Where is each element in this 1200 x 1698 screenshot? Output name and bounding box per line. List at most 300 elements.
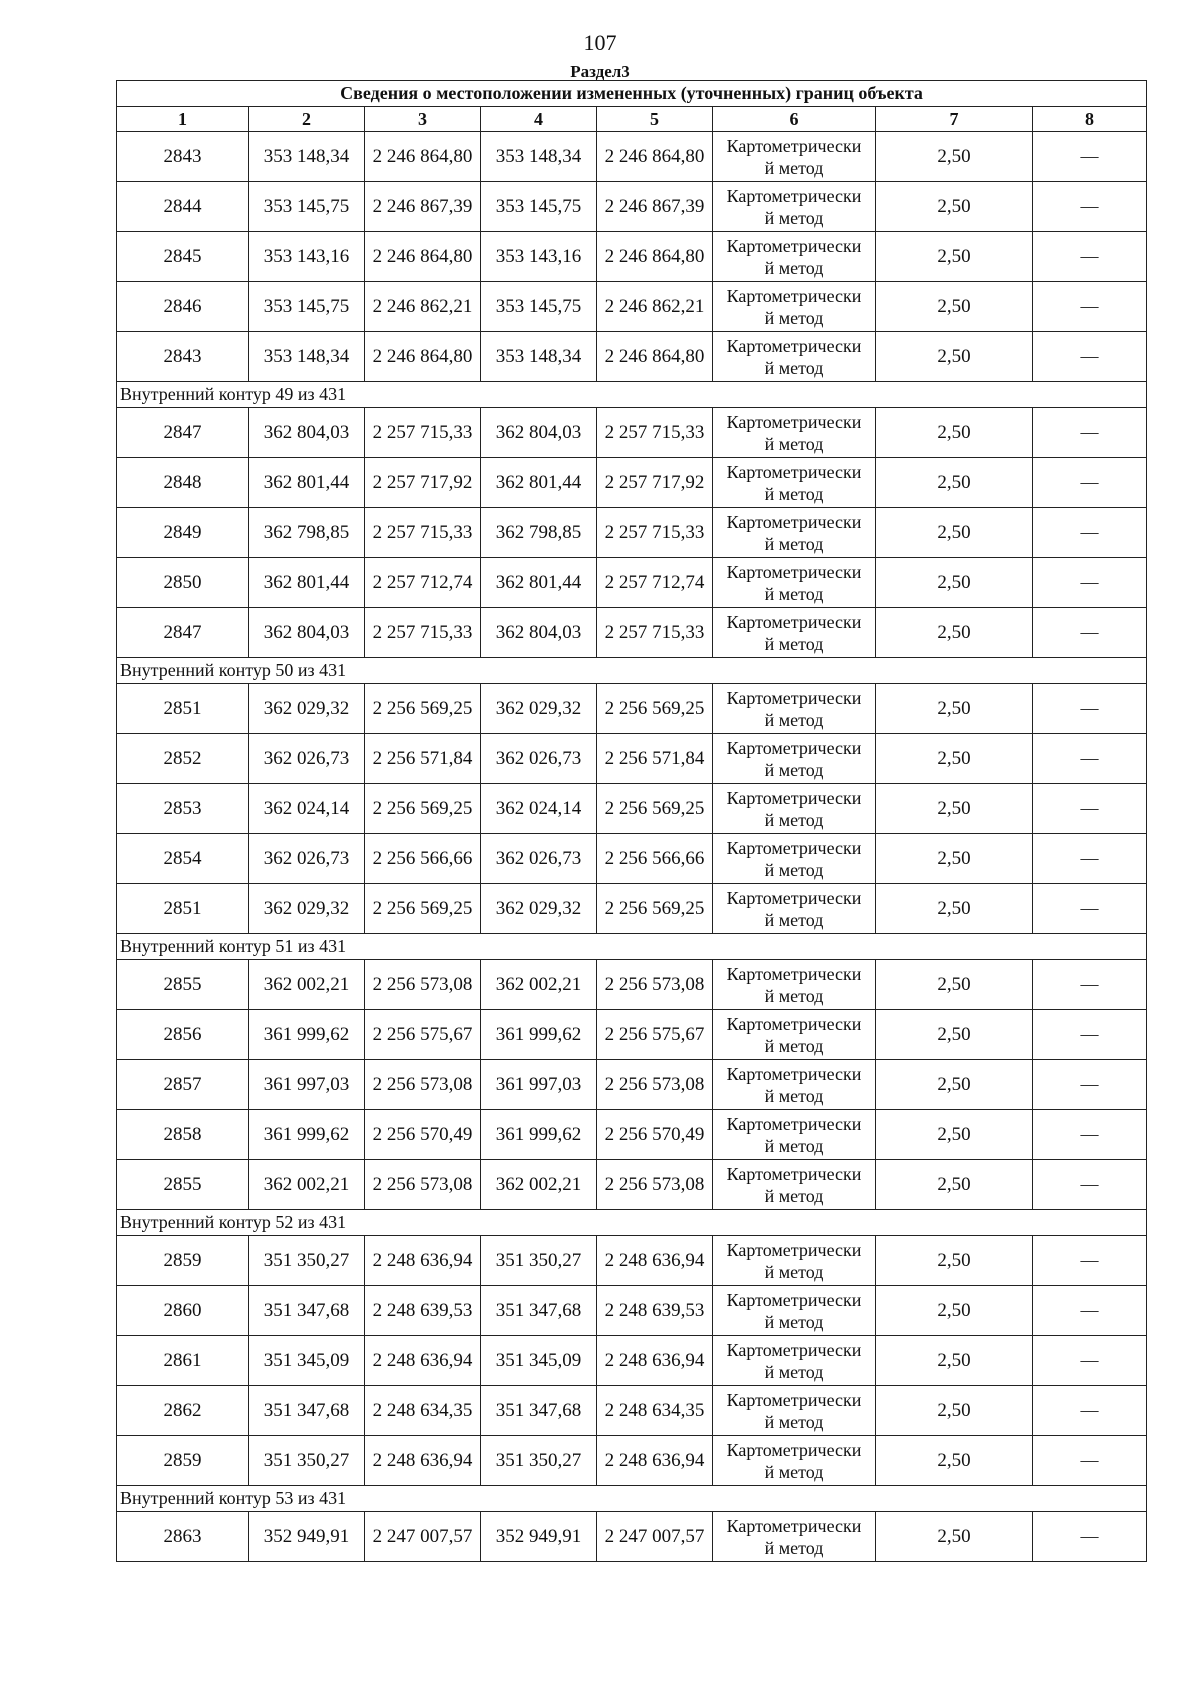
coord-y-new: 2 246 864,80 xyxy=(597,332,713,382)
table-caption: Сведения о местоположении измененных (уточненных) границ объекта xyxy=(117,81,1147,107)
method-line-1: Картометрически xyxy=(726,687,862,708)
method-line-2: й метод xyxy=(764,985,824,1006)
method-cell xyxy=(713,458,876,508)
table-row xyxy=(117,408,1147,458)
coord-y-existing: 2 256 569,25 xyxy=(365,684,481,734)
method-cell xyxy=(713,1236,876,1286)
table-row xyxy=(117,834,1147,884)
method-line-1: Картометрически xyxy=(726,1439,862,1460)
method-cell xyxy=(713,960,876,1010)
coordinates-table xyxy=(116,80,1147,1562)
method-line-1: Картометрически xyxy=(726,285,862,306)
coord-x-existing: 362 804,03 xyxy=(249,608,365,658)
method-cell xyxy=(713,1010,876,1060)
coord-y-existing: 2 257 712,74 xyxy=(365,558,481,608)
contour-label: Внутренний контур 51 из 431 xyxy=(117,934,1147,960)
coord-y-existing: 2 256 573,08 xyxy=(365,1160,481,1210)
coord-x-existing: 353 148,34 xyxy=(249,332,365,382)
method-line-1: Картометрически xyxy=(726,185,862,206)
coord-x-existing: 362 029,32 xyxy=(249,684,365,734)
point-number: 2845 xyxy=(117,232,249,282)
coord-x-existing: 353 148,34 xyxy=(249,132,365,182)
table-row xyxy=(117,684,1147,734)
method-line-2: й метод xyxy=(764,483,824,504)
point-number: 2847 xyxy=(117,408,249,458)
method-line-2: й метод xyxy=(764,1361,824,1382)
note-dash: — xyxy=(1033,132,1147,182)
coord-x-new: 362 026,73 xyxy=(481,834,597,884)
coord-x-new: 351 345,09 xyxy=(481,1336,597,1386)
coord-y-existing: 2 248 636,94 xyxy=(365,1436,481,1486)
table-row xyxy=(117,734,1147,784)
method-line-1: Картометрически xyxy=(726,1113,862,1134)
coord-x-new: 351 347,68 xyxy=(481,1286,597,1336)
point-number: 2846 xyxy=(117,282,249,332)
coord-y-existing: 2 248 636,94 xyxy=(365,1336,481,1386)
method-line-2: й метод xyxy=(764,257,824,278)
method-line-2: й метод xyxy=(764,1311,824,1332)
coord-y-new: 2 256 569,25 xyxy=(597,784,713,834)
method-line-2: й метод xyxy=(764,1035,824,1056)
coord-y-new: 2 248 634,35 xyxy=(597,1386,713,1436)
coord-y-new: 2 246 862,21 xyxy=(597,282,713,332)
accuracy-value: 2,50 xyxy=(876,1512,1033,1562)
coord-y-existing: 2 248 636,94 xyxy=(365,1236,481,1286)
coord-x-existing: 362 002,21 xyxy=(249,1160,365,1210)
note-dash: — xyxy=(1033,408,1147,458)
method-line-1: Картометрически xyxy=(726,1515,862,1536)
coord-y-existing: 2 257 715,33 xyxy=(365,408,481,458)
method-cell xyxy=(713,834,876,884)
accuracy-value: 2,50 xyxy=(876,408,1033,458)
method-line-2: й метод xyxy=(764,357,824,378)
note-dash: — xyxy=(1033,1386,1147,1436)
accuracy-value: 2,50 xyxy=(876,1436,1033,1486)
method-cell xyxy=(713,408,876,458)
method-line-2: й метод xyxy=(764,1411,824,1432)
method-cell xyxy=(713,508,876,558)
coord-y-new: 2 248 636,94 xyxy=(597,1436,713,1486)
page-number: 107 xyxy=(583,30,617,55)
coord-x-new: 352 949,91 xyxy=(481,1512,597,1562)
method-line-1: Картометрически xyxy=(726,335,862,356)
coord-y-new: 2 256 573,08 xyxy=(597,1060,713,1110)
method-line-2: й метод xyxy=(764,1461,824,1482)
method-cell xyxy=(713,684,876,734)
coord-y-existing: 2 256 573,08 xyxy=(365,960,481,1010)
table-row xyxy=(117,458,1147,508)
note-dash: — xyxy=(1033,558,1147,608)
accuracy-value: 2,50 xyxy=(876,1110,1033,1160)
method-line-1: Картометрически xyxy=(726,511,862,532)
accuracy-value: 2,50 xyxy=(876,182,1033,232)
coord-x-new: 362 798,85 xyxy=(481,508,597,558)
note-dash: — xyxy=(1033,332,1147,382)
note-dash: — xyxy=(1033,960,1147,1010)
contour-header-row xyxy=(117,658,1147,684)
table-row xyxy=(117,1236,1147,1286)
coord-x-existing: 362 029,32 xyxy=(249,884,365,934)
coord-x-new: 351 350,27 xyxy=(481,1236,597,1286)
accuracy-value: 2,50 xyxy=(876,508,1033,558)
method-cell xyxy=(713,182,876,232)
method-line-1: Картометрически xyxy=(726,963,862,984)
note-dash: — xyxy=(1033,1336,1147,1386)
coord-x-new: 361 999,62 xyxy=(481,1110,597,1160)
coord-x-existing: 361 997,03 xyxy=(249,1060,365,1110)
coord-x-new: 362 801,44 xyxy=(481,558,597,608)
note-dash: — xyxy=(1033,1060,1147,1110)
point-number: 2851 xyxy=(117,884,249,934)
coord-y-existing: 2 246 864,80 xyxy=(365,332,481,382)
point-number: 2863 xyxy=(117,1512,249,1562)
coord-x-existing: 351 347,68 xyxy=(249,1286,365,1336)
coord-y-existing: 2 256 569,25 xyxy=(365,884,481,934)
table-row xyxy=(117,784,1147,834)
method-line-2: й метод xyxy=(764,207,824,228)
coord-y-new: 2 248 636,94 xyxy=(597,1336,713,1386)
method-cell xyxy=(713,1336,876,1386)
accuracy-value: 2,50 xyxy=(876,1010,1033,1060)
coord-x-new: 362 804,03 xyxy=(481,408,597,458)
note-dash: — xyxy=(1033,232,1147,282)
column-number: 5 xyxy=(597,107,713,132)
coord-y-existing: 2 256 571,84 xyxy=(365,734,481,784)
coord-y-new: 2 246 867,39 xyxy=(597,182,713,232)
contour-header-row xyxy=(117,934,1147,960)
coord-y-new: 2 257 715,33 xyxy=(597,408,713,458)
method-line-2: й метод xyxy=(764,157,824,178)
method-cell xyxy=(713,1286,876,1336)
coord-x-new: 353 145,75 xyxy=(481,282,597,332)
method-line-2: й метод xyxy=(764,709,824,730)
note-dash: — xyxy=(1033,182,1147,232)
accuracy-value: 2,50 xyxy=(876,1160,1033,1210)
table-row xyxy=(117,132,1147,182)
coord-y-new: 2 256 575,67 xyxy=(597,1010,713,1060)
table-row xyxy=(117,1512,1147,1562)
table-row xyxy=(117,282,1147,332)
method-line-1: Картометрически xyxy=(726,1339,862,1360)
coord-y-existing: 2 246 867,39 xyxy=(365,182,481,232)
coord-x-existing: 353 145,75 xyxy=(249,182,365,232)
coord-y-existing: 2 248 634,35 xyxy=(365,1386,481,1436)
method-line-1: Картометрически xyxy=(726,1289,862,1310)
coord-x-existing: 362 801,44 xyxy=(249,558,365,608)
coord-y-new: 2 256 573,08 xyxy=(597,960,713,1010)
column-number: 1 xyxy=(117,107,249,132)
method-line-1: Картометрически xyxy=(726,1163,862,1184)
section-title: Раздел3 xyxy=(570,62,630,81)
table-row xyxy=(117,1160,1147,1210)
coord-x-existing: 362 002,21 xyxy=(249,960,365,1010)
table-row xyxy=(117,1060,1147,1110)
accuracy-value: 2,50 xyxy=(876,1336,1033,1386)
table-row xyxy=(117,1386,1147,1436)
contour-header-row xyxy=(117,382,1147,408)
table-row xyxy=(117,1336,1147,1386)
method-line-2: й метод xyxy=(764,583,824,604)
accuracy-value: 2,50 xyxy=(876,332,1033,382)
point-number: 2844 xyxy=(117,182,249,232)
note-dash: — xyxy=(1033,1512,1147,1562)
method-line-1: Картометрически xyxy=(726,1013,862,1034)
contour-header-row xyxy=(117,1210,1147,1236)
accuracy-value: 2,50 xyxy=(876,1386,1033,1436)
point-number: 2850 xyxy=(117,558,249,608)
coord-y-new: 2 256 569,25 xyxy=(597,884,713,934)
method-line-1: Картометрически xyxy=(726,135,862,156)
contour-label: Внутренний контур 52 из 431 xyxy=(117,1210,1147,1236)
note-dash: — xyxy=(1033,608,1147,658)
table-row xyxy=(117,332,1147,382)
coord-y-new: 2 256 566,66 xyxy=(597,834,713,884)
note-dash: — xyxy=(1033,282,1147,332)
contour-label: Внутренний контур 50 из 431 xyxy=(117,658,1147,684)
coord-y-existing: 2 246 862,21 xyxy=(365,282,481,332)
method-line-2: й метод xyxy=(764,759,824,780)
coord-x-existing: 351 345,09 xyxy=(249,1336,365,1386)
point-number: 2849 xyxy=(117,508,249,558)
accuracy-value: 2,50 xyxy=(876,884,1033,934)
method-cell xyxy=(713,1386,876,1436)
coord-y-new: 2 256 569,25 xyxy=(597,684,713,734)
coord-y-new: 2 256 570,49 xyxy=(597,1110,713,1160)
point-number: 2843 xyxy=(117,132,249,182)
method-line-2: й метод xyxy=(764,859,824,880)
point-number: 2852 xyxy=(117,734,249,784)
coord-x-new: 362 002,21 xyxy=(481,1160,597,1210)
coord-y-existing: 2 257 715,33 xyxy=(365,508,481,558)
column-number: 3 xyxy=(365,107,481,132)
coord-y-existing: 2 257 717,92 xyxy=(365,458,481,508)
coord-x-new: 353 143,16 xyxy=(481,232,597,282)
point-number: 2843 xyxy=(117,332,249,382)
coord-y-new: 2 257 715,33 xyxy=(597,508,713,558)
method-line-1: Картометрически xyxy=(726,411,862,432)
column-number: 7 xyxy=(876,107,1033,132)
note-dash: — xyxy=(1033,834,1147,884)
coord-x-new: 362 002,21 xyxy=(481,960,597,1010)
column-number: 8 xyxy=(1033,107,1147,132)
method-line-2: й метод xyxy=(764,1135,824,1156)
accuracy-value: 2,50 xyxy=(876,558,1033,608)
method-cell xyxy=(713,1110,876,1160)
accuracy-value: 2,50 xyxy=(876,132,1033,182)
table-row xyxy=(117,1110,1147,1160)
note-dash: — xyxy=(1033,458,1147,508)
method-cell xyxy=(713,1436,876,1486)
method-line-1: Картометрически xyxy=(726,887,862,908)
note-dash: — xyxy=(1033,1110,1147,1160)
accuracy-value: 2,50 xyxy=(876,784,1033,834)
point-number: 2859 xyxy=(117,1236,249,1286)
coord-x-existing: 351 350,27 xyxy=(249,1436,365,1486)
point-number: 2860 xyxy=(117,1286,249,1336)
table-row xyxy=(117,884,1147,934)
method-cell xyxy=(713,1060,876,1110)
coord-y-new: 2 257 717,92 xyxy=(597,458,713,508)
method-line-2: й метод xyxy=(764,307,824,328)
coord-x-new: 361 997,03 xyxy=(481,1060,597,1110)
coord-y-existing: 2 256 575,67 xyxy=(365,1010,481,1060)
coord-x-new: 351 347,68 xyxy=(481,1386,597,1436)
column-number: 6 xyxy=(713,107,876,132)
point-number: 2858 xyxy=(117,1110,249,1160)
point-number: 2853 xyxy=(117,784,249,834)
point-number: 2855 xyxy=(117,1160,249,1210)
coord-x-existing: 362 026,73 xyxy=(249,834,365,884)
coord-x-existing: 362 804,03 xyxy=(249,408,365,458)
method-line-1: Картометрически xyxy=(726,611,862,632)
accuracy-value: 2,50 xyxy=(876,960,1033,1010)
note-dash: — xyxy=(1033,1236,1147,1286)
contour-label: Внутренний контур 53 из 431 xyxy=(117,1486,1147,1512)
method-cell xyxy=(713,1160,876,1210)
method-cell xyxy=(713,608,876,658)
accuracy-value: 2,50 xyxy=(876,734,1033,784)
method-line-2: й метод xyxy=(764,533,824,554)
coord-x-existing: 353 143,16 xyxy=(249,232,365,282)
coord-x-existing: 361 999,62 xyxy=(249,1110,365,1160)
coord-y-new: 2 248 636,94 xyxy=(597,1236,713,1286)
method-line-2: й метод xyxy=(764,1537,824,1558)
coord-y-existing: 2 256 570,49 xyxy=(365,1110,481,1160)
method-cell xyxy=(713,558,876,608)
method-line-1: Картометрически xyxy=(726,737,862,758)
note-dash: — xyxy=(1033,1286,1147,1336)
coord-y-existing: 2 246 864,80 xyxy=(365,232,481,282)
accuracy-value: 2,50 xyxy=(876,232,1033,282)
note-dash: — xyxy=(1033,508,1147,558)
coord-y-existing: 2 247 007,57 xyxy=(365,1512,481,1562)
coord-x-existing: 351 347,68 xyxy=(249,1386,365,1436)
coord-x-new: 362 804,03 xyxy=(481,608,597,658)
coord-y-existing: 2 257 715,33 xyxy=(365,608,481,658)
coord-x-existing: 362 801,44 xyxy=(249,458,365,508)
contour-header-row xyxy=(117,1486,1147,1512)
method-line-2: й метод xyxy=(764,433,824,454)
method-line-1: Картометрически xyxy=(726,787,862,808)
note-dash: — xyxy=(1033,734,1147,784)
table-row xyxy=(117,182,1147,232)
note-dash: — xyxy=(1033,1160,1147,1210)
coord-x-existing: 361 999,62 xyxy=(249,1010,365,1060)
note-dash: — xyxy=(1033,884,1147,934)
method-cell xyxy=(713,734,876,784)
table-row xyxy=(117,1436,1147,1486)
coord-y-new: 2 246 864,80 xyxy=(597,232,713,282)
coord-y-existing: 2 248 639,53 xyxy=(365,1286,481,1336)
contour-label: Внутренний контур 49 из 431 xyxy=(117,382,1147,408)
table-row xyxy=(117,232,1147,282)
point-number: 2851 xyxy=(117,684,249,734)
point-number: 2859 xyxy=(117,1436,249,1486)
coord-x-existing: 362 798,85 xyxy=(249,508,365,558)
accuracy-value: 2,50 xyxy=(876,834,1033,884)
point-number: 2856 xyxy=(117,1010,249,1060)
point-number: 2857 xyxy=(117,1060,249,1110)
table-row xyxy=(117,558,1147,608)
point-number: 2855 xyxy=(117,960,249,1010)
method-line-1: Картометрически xyxy=(726,235,862,256)
coord-x-new: 353 145,75 xyxy=(481,182,597,232)
accuracy-value: 2,50 xyxy=(876,608,1033,658)
method-line-1: Картометрически xyxy=(726,837,862,858)
table-row xyxy=(117,960,1147,1010)
note-dash: — xyxy=(1033,684,1147,734)
coord-y-existing: 2 246 864,80 xyxy=(365,132,481,182)
method-cell xyxy=(713,132,876,182)
table-row xyxy=(117,508,1147,558)
method-line-1: Картометрически xyxy=(726,1063,862,1084)
coord-x-new: 362 029,32 xyxy=(481,684,597,734)
column-numbers-row xyxy=(117,107,1147,132)
point-number: 2847 xyxy=(117,608,249,658)
point-number: 2861 xyxy=(117,1336,249,1386)
column-number: 4 xyxy=(481,107,597,132)
column-number: 2 xyxy=(249,107,365,132)
table-row xyxy=(117,1286,1147,1336)
coord-x-new: 362 801,44 xyxy=(481,458,597,508)
note-dash: — xyxy=(1033,784,1147,834)
method-line-2: й метод xyxy=(764,633,824,654)
method-line-1: Картометрически xyxy=(726,561,862,582)
method-line-2: й метод xyxy=(764,909,824,930)
table-row xyxy=(117,1010,1147,1060)
coord-y-new: 2 257 715,33 xyxy=(597,608,713,658)
accuracy-value: 2,50 xyxy=(876,1236,1033,1286)
accuracy-value: 2,50 xyxy=(876,684,1033,734)
method-cell xyxy=(713,784,876,834)
coord-x-existing: 353 145,75 xyxy=(249,282,365,332)
method-line-1: Картометрически xyxy=(726,461,862,482)
coord-y-new: 2 247 007,57 xyxy=(597,1512,713,1562)
method-line-2: й метод xyxy=(764,1085,824,1106)
coord-y-new: 2 257 712,74 xyxy=(597,558,713,608)
note-dash: — xyxy=(1033,1010,1147,1060)
coord-y-existing: 2 256 569,25 xyxy=(365,784,481,834)
coord-x-existing: 352 949,91 xyxy=(249,1512,365,1562)
method-cell xyxy=(713,232,876,282)
accuracy-value: 2,50 xyxy=(876,1286,1033,1336)
method-cell xyxy=(713,1512,876,1562)
coord-x-existing: 362 026,73 xyxy=(249,734,365,784)
method-line-1: Картометрически xyxy=(726,1239,862,1260)
coord-y-new: 2 246 864,80 xyxy=(597,132,713,182)
coord-x-new: 353 148,34 xyxy=(481,132,597,182)
method-cell xyxy=(713,282,876,332)
coord-y-existing: 2 256 566,66 xyxy=(365,834,481,884)
point-number: 2862 xyxy=(117,1386,249,1436)
method-line-2: й метод xyxy=(764,1261,824,1282)
coord-x-existing: 351 350,27 xyxy=(249,1236,365,1286)
coord-x-new: 362 024,14 xyxy=(481,784,597,834)
note-dash: — xyxy=(1033,1436,1147,1486)
coord-x-existing: 362 024,14 xyxy=(249,784,365,834)
coord-x-new: 351 350,27 xyxy=(481,1436,597,1486)
point-number: 2854 xyxy=(117,834,249,884)
method-line-2: й метод xyxy=(764,1185,824,1206)
method-cell xyxy=(713,884,876,934)
accuracy-value: 2,50 xyxy=(876,458,1033,508)
coord-y-new: 2 256 571,84 xyxy=(597,734,713,784)
method-cell xyxy=(713,332,876,382)
coord-x-new: 362 026,73 xyxy=(481,734,597,784)
coord-y-new: 2 256 573,08 xyxy=(597,1160,713,1210)
coord-x-new: 362 029,32 xyxy=(481,884,597,934)
coord-y-new: 2 248 639,53 xyxy=(597,1286,713,1336)
